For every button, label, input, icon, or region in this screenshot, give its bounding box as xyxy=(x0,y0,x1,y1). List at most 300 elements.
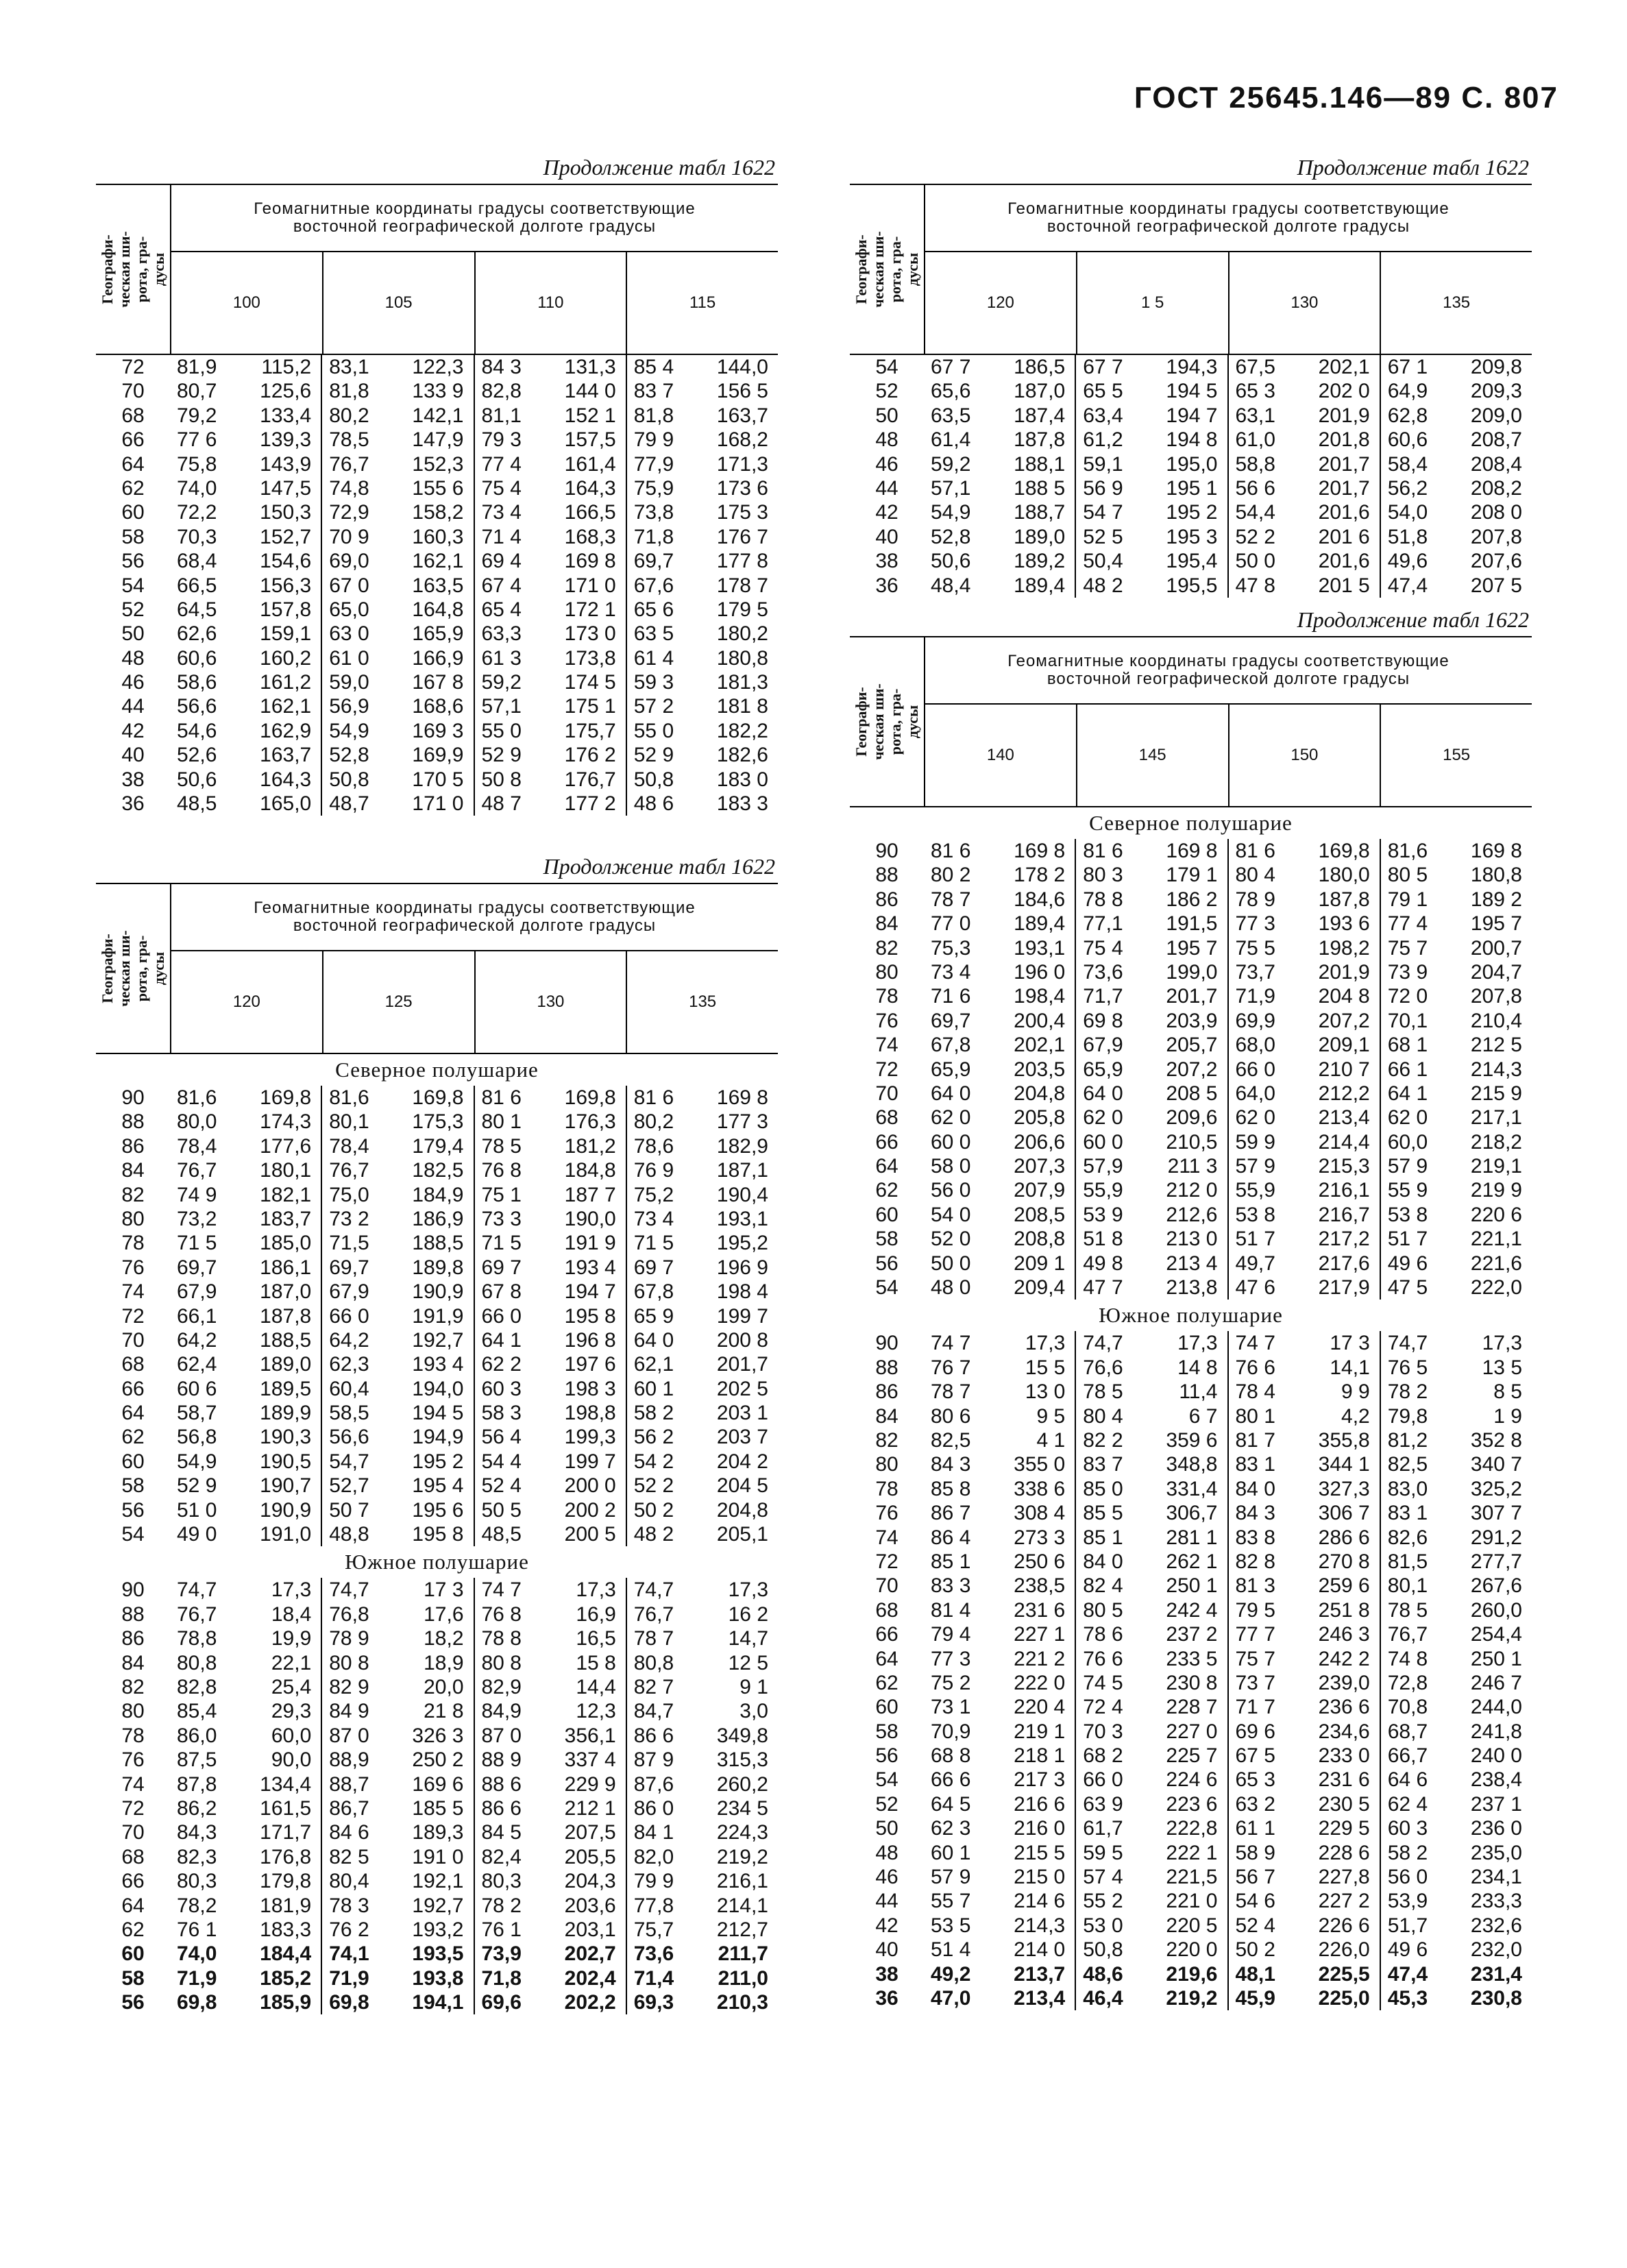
geomagnetic-latitude: 58,7 xyxy=(177,1402,217,1425)
geomagnetic-latitude: 68 2 xyxy=(1083,1744,1123,1768)
geomagnetic-longitude: 158,2 xyxy=(412,501,464,524)
latitude-cell: 56 xyxy=(121,1498,145,1522)
geomagnetic-latitude: 74,8 xyxy=(329,476,369,500)
geomagnetic-longitude: 306,7 xyxy=(1166,1502,1218,1525)
geomagnetic-longitude: 221,5 xyxy=(1166,1866,1218,1889)
table-row xyxy=(96,428,778,452)
geomagnetic-latitude: 52 5 xyxy=(1083,525,1123,548)
geomagnetic-longitude: 205,8 xyxy=(1014,1106,1066,1130)
geomagnetic-longitude: 60,0 xyxy=(271,1724,312,1747)
geomagnetic-latitude: 56,2 xyxy=(1387,476,1428,500)
geomagnetic-longitude: 142,1 xyxy=(412,404,464,427)
coordinate-cell xyxy=(1227,912,1380,936)
coordinate-cell xyxy=(474,1498,626,1522)
geomagnetic-latitude: 86,7 xyxy=(329,1796,369,1820)
coordinate-cell xyxy=(924,960,1075,984)
coordinate-cell xyxy=(626,1772,778,1796)
geomagnetic-latitude: 76,7 xyxy=(329,452,369,476)
geomagnetic-longitude: 169,8 xyxy=(260,1086,312,1109)
geomagnetic-longitude: 226,0 xyxy=(1318,1938,1370,1962)
geomagnetic-latitude: 60,6 xyxy=(1387,428,1428,452)
geomagnetic-longitude: 180,1 xyxy=(260,1159,312,1182)
hemisphere-title: Северное полушарие xyxy=(1089,811,1293,835)
table-header xyxy=(96,184,778,355)
latitude-cell: 40 xyxy=(121,744,145,767)
geomagnetic-longitude: 193,1 xyxy=(1014,936,1066,960)
coordinate-cell xyxy=(474,719,626,743)
geomagnetic-longitude: 16,9 xyxy=(576,1602,616,1626)
coordinate-cell xyxy=(1227,1082,1380,1106)
geomagnetic-latitude: 56 2 xyxy=(633,1426,674,1449)
geomagnetic-latitude: 50 2 xyxy=(633,1498,674,1522)
coordinate-cell xyxy=(1075,1744,1227,1768)
geomagnetic-longitude: 355 0 xyxy=(1014,1453,1066,1476)
coordinate-cell xyxy=(924,936,1075,960)
geomagnetic-longitude: 209,3 xyxy=(1470,380,1522,403)
geomagnetic-latitude: 54,6 xyxy=(177,719,217,742)
coordinate-cell xyxy=(474,1328,626,1352)
latitude-cell: 86 xyxy=(875,1380,898,1404)
geomagnetic-latitude: 62 2 xyxy=(481,1353,522,1376)
coordinate-cell xyxy=(170,1280,321,1304)
coordinate-cell xyxy=(1380,1227,1532,1251)
geomagnetic-longitude: 208,8 xyxy=(1014,1228,1066,1251)
geomagnetic-latitude: 71 4 xyxy=(481,525,522,548)
coordinate-cell xyxy=(1227,1526,1380,1550)
coordinate-cell xyxy=(321,379,473,403)
coordinate-cell xyxy=(1380,1380,1532,1404)
geomagnetic-latitude: 76,7 xyxy=(633,1602,674,1626)
geomagnetic-latitude: 71,4 xyxy=(633,1966,674,1990)
geomagnetic-longitude: 195 7 xyxy=(1166,936,1218,960)
coordinate-cell xyxy=(626,1110,778,1134)
geomagnetic-latitude: 52 9 xyxy=(481,744,522,767)
latitude-cell: 60 xyxy=(121,1942,145,1966)
geomagnetic-latitude: 70,3 xyxy=(177,525,217,548)
table-row xyxy=(850,1695,1532,1719)
coordinate-cell xyxy=(321,1990,473,2014)
geomagnetic-latitude: 52 9 xyxy=(177,1474,217,1498)
geomagnetic-longitude: 18,2 xyxy=(424,1627,464,1650)
geomagnetic-longitude: 213 4 xyxy=(1166,1252,1218,1275)
coordinate-cell xyxy=(924,1356,1075,1380)
coordinate-cell xyxy=(321,1425,473,1449)
latitude-cell: 54 xyxy=(875,1768,898,1792)
coordinate-cell xyxy=(924,1550,1075,1574)
latitude-cell: 54 xyxy=(121,574,145,597)
geomagnetic-latitude: 57 4 xyxy=(1083,1866,1123,1889)
coordinate-cell xyxy=(1075,1276,1227,1300)
coordinate-cell xyxy=(474,1578,626,1602)
coordinate-cell xyxy=(1227,960,1380,984)
geomagnetic-longitude: 152,7 xyxy=(260,525,312,548)
geomagnetic-latitude: 67 1 xyxy=(1387,356,1428,378)
coordinate-cell xyxy=(1075,1058,1227,1082)
geomagnetic-longitude: 233 5 xyxy=(1166,1647,1218,1670)
geomagnetic-latitude: 71,5 xyxy=(329,1232,369,1255)
geomagnetic-longitude: 195,2 xyxy=(716,1232,768,1255)
coordinate-cell xyxy=(1380,549,1532,573)
geomagnetic-longitude: 202,2 xyxy=(564,1991,616,2014)
table-row xyxy=(96,1231,778,1255)
geomagnetic-longitude: 209,1 xyxy=(1318,1034,1370,1057)
geomagnetic-longitude: 216,1 xyxy=(1318,1179,1370,1202)
geomagnetic-longitude: 180,8 xyxy=(1470,864,1522,887)
geomagnetic-longitude: 195 6 xyxy=(412,1498,464,1522)
coordinate-cell xyxy=(1380,1252,1532,1276)
geomagnetic-longitude: 242 2 xyxy=(1318,1647,1370,1670)
geomagnetic-latitude: 54,9 xyxy=(177,1450,217,1473)
geomagnetic-longitude: 209,8 xyxy=(1470,356,1522,378)
geomagnetic-longitude: 210,3 xyxy=(716,1991,768,2014)
geomagnetic-latitude: 80 2 xyxy=(931,864,971,887)
geomagnetic-latitude: 67,8 xyxy=(931,1034,971,1057)
geomagnetic-latitude: 70,8 xyxy=(1387,1696,1428,1719)
geomagnetic-longitude: 218,2 xyxy=(1470,1130,1522,1154)
geomagnetic-latitude: 74 5 xyxy=(1083,1671,1123,1694)
latitude-cell: 38 xyxy=(875,550,898,573)
geomagnetic-latitude: 48 2 xyxy=(1083,574,1123,597)
geomagnetic-latitude: 72 0 xyxy=(1387,985,1428,1008)
geomagnetic-latitude: 77 6 xyxy=(177,428,217,452)
geomagnetic-latitude: 64,2 xyxy=(329,1328,369,1352)
geomagnetic-longitude: 204,3 xyxy=(564,1870,616,1893)
coordinate-cell xyxy=(1227,452,1380,476)
coordinate-cell xyxy=(170,1869,321,1893)
geomagnetic-latitude: 60,0 xyxy=(1387,1130,1428,1154)
geomagnetic-longitude: 14 8 xyxy=(1177,1356,1218,1379)
geomagnetic-latitude: 57 9 xyxy=(1235,1155,1275,1178)
table-row xyxy=(850,404,1532,428)
geomagnetic-longitude: 240 0 xyxy=(1470,1744,1522,1768)
geomagnetic-longitude: 14,1 xyxy=(1330,1356,1370,1379)
latitude-cell: 70 xyxy=(121,1821,145,1844)
coordinate-cell xyxy=(1227,839,1380,863)
geomagnetic-latitude: 82 7 xyxy=(633,1675,674,1698)
longitude-header: 125 xyxy=(322,951,474,1053)
geomagnetic-latitude: 69 4 xyxy=(481,550,522,573)
table-body xyxy=(850,1331,1532,2010)
geomagnetic-longitude: 214,3 xyxy=(1014,1914,1066,1937)
geomagnetic-longitude: 183,7 xyxy=(260,1207,312,1230)
coordinate-cell xyxy=(924,1622,1075,1646)
geomagnetic-longitude: 326 3 xyxy=(412,1724,464,1747)
coordinate-cell xyxy=(474,743,626,767)
longitude-header: 105 xyxy=(322,252,474,354)
geomagnetic-latitude: 69 8 xyxy=(1083,1009,1123,1032)
latitude-header-cell xyxy=(850,185,925,354)
geomagnetic-longitude: 179 1 xyxy=(1166,864,1218,887)
table-caption: Геомагнитные координаты градусы соответствующие восточной географической долготе градусы xyxy=(171,884,778,951)
coordinate-cell xyxy=(474,1134,626,1158)
coordinate-cell xyxy=(1075,839,1227,863)
geomagnetic-longitude: 13 0 xyxy=(1025,1380,1066,1404)
geomagnetic-latitude: 64,0 xyxy=(1235,1082,1275,1105)
coordinate-cell xyxy=(1227,1227,1380,1251)
geomagnetic-longitude: 250 1 xyxy=(1166,1574,1218,1598)
table-block xyxy=(96,151,778,816)
table-row xyxy=(96,1086,778,1110)
geomagnetic-longitude: 147,5 xyxy=(260,476,312,500)
geomagnetic-latitude: 86,0 xyxy=(177,1724,217,1747)
geomagnetic-latitude: 58 0 xyxy=(931,1155,971,1178)
coordinate-cell xyxy=(170,622,321,646)
coordinate-cell xyxy=(170,1894,321,1918)
geomagnetic-longitude: 352 8 xyxy=(1470,1428,1522,1452)
table-row xyxy=(850,912,1532,936)
coordinate-cell xyxy=(1380,863,1532,887)
latitude-cell: 36 xyxy=(121,792,145,816)
geomagnetic-longitude: 201,7 xyxy=(1166,985,1218,1008)
geomagnetic-longitude: 182,6 xyxy=(716,744,768,767)
coordinate-cell xyxy=(170,1158,321,1182)
table-row xyxy=(96,1626,778,1650)
geomagnetic-latitude: 85 0 xyxy=(1083,1477,1123,1500)
coordinate-cell xyxy=(1227,1058,1380,1082)
geomagnetic-longitude: 179,8 xyxy=(260,1870,312,1893)
geomagnetic-latitude: 80 1 xyxy=(481,1110,522,1134)
latitude-cell: 80 xyxy=(121,1700,145,1723)
geomagnetic-latitude: 51 4 xyxy=(931,1938,971,1962)
geomagnetic-longitude: 219,2 xyxy=(1166,1986,1218,2010)
geomagnetic-longitude: 262 1 xyxy=(1166,1550,1218,1573)
table-row xyxy=(96,1450,778,1474)
geomagnetic-latitude: 66,7 xyxy=(1387,1744,1428,1768)
latitude-cell: 88 xyxy=(121,1602,145,1626)
coordinate-cell xyxy=(626,1966,778,1990)
coordinate-cell xyxy=(321,549,473,573)
coordinate-cell xyxy=(321,1474,473,1498)
geomagnetic-latitude: 53 0 xyxy=(1083,1914,1123,1937)
coordinate-cell xyxy=(474,1990,626,2014)
coordinate-cell xyxy=(1075,1404,1227,1428)
coordinate-cell xyxy=(170,792,321,816)
coordinate-cell xyxy=(626,1748,778,1772)
geomagnetic-longitude: 206,6 xyxy=(1014,1130,1066,1154)
table-row xyxy=(850,839,1532,863)
coordinate-cell xyxy=(170,1602,321,1626)
coordinate-cell xyxy=(1380,1622,1532,1646)
coordinate-cell xyxy=(1075,1865,1227,1889)
geomagnetic-longitude: 192,7 xyxy=(412,1894,464,1917)
coordinate-cell xyxy=(924,888,1075,912)
geomagnetic-latitude: 81,6 xyxy=(177,1086,217,1109)
geomagnetic-longitude: 331,4 xyxy=(1166,1477,1218,1500)
coordinate-cell xyxy=(321,452,473,476)
geomagnetic-latitude: 54 6 xyxy=(1235,1890,1275,1913)
geomagnetic-latitude: 72,2 xyxy=(177,501,217,524)
table-row xyxy=(96,1748,778,1772)
coordinate-cell xyxy=(1380,1526,1532,1550)
geomagnetic-latitude: 81 6 xyxy=(633,1086,674,1109)
geomagnetic-longitude: 227,8 xyxy=(1318,1866,1370,1889)
coordinate-cell xyxy=(170,1990,321,2014)
geomagnetic-longitude: 174 5 xyxy=(564,671,616,694)
coordinate-cell xyxy=(1380,428,1532,452)
geomagnetic-latitude: 61 0 xyxy=(329,646,369,670)
coordinate-cell xyxy=(1380,839,1532,863)
table-row xyxy=(850,1380,1532,1404)
coordinate-cell xyxy=(1075,1082,1227,1106)
geomagnetic-longitude: 254,4 xyxy=(1470,1623,1522,1646)
coordinate-cell xyxy=(321,1894,473,1918)
geomagnetic-longitude: 212 5 xyxy=(1470,1034,1522,1057)
coordinate-cell xyxy=(1075,1914,1227,1938)
longitude-header: 135 xyxy=(626,951,778,1053)
coordinate-cell xyxy=(170,1699,321,1723)
geomagnetic-longitude: 156 5 xyxy=(716,380,768,403)
geomagnetic-latitude: 45,9 xyxy=(1235,1986,1275,2010)
geomagnetic-latitude: 67 5 xyxy=(1235,1744,1275,1768)
coordinate-cell xyxy=(321,1352,473,1376)
coordinate-cell xyxy=(1227,1428,1380,1452)
coordinate-cell xyxy=(924,839,1075,863)
geomagnetic-longitude: 19,9 xyxy=(271,1627,312,1650)
coordinate-cell xyxy=(170,1626,321,1650)
table-row xyxy=(850,476,1532,500)
coordinate-cell xyxy=(1227,1889,1380,1913)
geomagnetic-longitude: 220 0 xyxy=(1166,1938,1218,1962)
table-row xyxy=(96,792,778,816)
coordinate-cell xyxy=(321,1748,473,1772)
continuation-label: Продолжение табл 1622 xyxy=(543,155,775,180)
geomagnetic-longitude: 157,8 xyxy=(260,598,312,621)
geomagnetic-longitude: 190,9 xyxy=(412,1280,464,1304)
coordinate-cell xyxy=(170,1110,321,1134)
table-row xyxy=(96,719,778,743)
latitude-cell: 64 xyxy=(121,452,145,476)
geomagnetic-latitude: 60 1 xyxy=(633,1377,674,1400)
geomagnetic-longitude: 171 0 xyxy=(412,792,464,816)
coordinate-cell xyxy=(626,1724,778,1748)
geomagnetic-latitude: 64,2 xyxy=(177,1328,217,1352)
geomagnetic-longitude: 209,6 xyxy=(1166,1106,1218,1130)
geomagnetic-longitude: 219 9 xyxy=(1470,1179,1522,1202)
geomagnetic-longitude: 281 1 xyxy=(1166,1526,1218,1549)
geomagnetic-latitude: 87 9 xyxy=(633,1748,674,1772)
geomagnetic-longitude: 187,8 xyxy=(260,1304,312,1328)
table-row xyxy=(850,1647,1532,1671)
geomagnetic-longitude: 216,7 xyxy=(1318,1203,1370,1226)
geomagnetic-longitude: 195 2 xyxy=(1166,501,1218,524)
geomagnetic-latitude: 59,2 xyxy=(481,671,522,694)
table-row xyxy=(850,1033,1532,1057)
geomagnetic-latitude: 73 3 xyxy=(481,1207,522,1230)
table-row xyxy=(96,1425,778,1449)
coordinate-cell xyxy=(1075,1962,1227,1986)
coordinate-cell xyxy=(321,1820,473,1844)
geomagnetic-longitude: 155 6 xyxy=(412,476,464,500)
geomagnetic-longitude: 237 1 xyxy=(1470,1792,1522,1816)
coordinate-cell xyxy=(626,1796,778,1820)
coordinate-cell xyxy=(474,355,626,379)
latitude-cell: 48 xyxy=(121,646,145,670)
geomagnetic-longitude: 216 6 xyxy=(1014,1792,1066,1816)
geomagnetic-latitude: 65 6 xyxy=(633,598,674,621)
geomagnetic-longitude: 192,7 xyxy=(412,1328,464,1352)
geomagnetic-latitude: 78,6 xyxy=(633,1134,674,1158)
geomagnetic-longitude: 177,6 xyxy=(260,1134,312,1158)
latitude-cell: 72 xyxy=(875,1550,898,1573)
coordinate-cell xyxy=(1380,574,1532,598)
coordinate-cell xyxy=(170,1651,321,1675)
coordinate-cell xyxy=(1227,1792,1380,1816)
coordinate-cell xyxy=(924,1574,1075,1598)
latitude-cell: 74 xyxy=(875,1526,898,1549)
geomagnetic-latitude: 51 7 xyxy=(1387,1228,1428,1251)
coordinate-cell xyxy=(626,1256,778,1280)
coordinate-cell xyxy=(321,1110,473,1134)
latitude-cell: 44 xyxy=(121,695,145,718)
coordinate-cell xyxy=(924,1841,1075,1865)
latitude-cell: 74 xyxy=(875,1034,898,1057)
coordinate-cell xyxy=(321,1450,473,1474)
geomagnetic-latitude: 49 0 xyxy=(177,1523,217,1546)
geomagnetic-longitude: 169,8 xyxy=(564,1086,616,1109)
coordinate-cell xyxy=(626,428,778,452)
geomagnetic-latitude: 73,6 xyxy=(633,1942,674,1966)
geomagnetic-longitude: 190,9 xyxy=(260,1498,312,1522)
geomagnetic-latitude: 70,9 xyxy=(931,1720,971,1743)
coordinate-cell xyxy=(1380,960,1532,984)
geomagnetic-latitude: 47,4 xyxy=(1387,1962,1428,1986)
table-row xyxy=(850,1154,1532,1178)
geomagnetic-latitude: 83 8 xyxy=(1235,1526,1275,1549)
coordinate-cell xyxy=(170,670,321,694)
coordinate-cell xyxy=(1380,1962,1532,1986)
geomagnetic-latitude: 62,1 xyxy=(633,1353,674,1376)
geomagnetic-latitude: 61,4 xyxy=(931,428,971,452)
geomagnetic-latitude: 80,3 xyxy=(177,1870,217,1893)
geomagnetic-latitude: 76,6 xyxy=(1083,1356,1123,1379)
table-row xyxy=(96,1256,778,1280)
coordinate-cell xyxy=(321,1086,473,1110)
geomagnetic-latitude: 79 9 xyxy=(633,428,674,452)
geomagnetic-longitude: 184,8 xyxy=(564,1159,616,1182)
latitude-cell: 52 xyxy=(875,1792,898,1816)
geomagnetic-longitude: 11,4 xyxy=(1179,1380,1218,1404)
geomagnetic-longitude: 189 2 xyxy=(1470,888,1522,911)
coordinate-cell xyxy=(1380,1720,1532,1744)
geomagnetic-latitude: 54 2 xyxy=(633,1450,674,1473)
geomagnetic-latitude: 71 5 xyxy=(633,1232,674,1255)
latitude-cell: 68 xyxy=(875,1106,898,1130)
coordinate-cell xyxy=(474,476,626,500)
table-row xyxy=(96,1280,778,1304)
latitude-cell: 50 xyxy=(875,404,898,427)
geomagnetic-latitude: 48 2 xyxy=(633,1523,674,1546)
geomagnetic-longitude: 170 5 xyxy=(412,768,464,791)
geomagnetic-longitude: 224 6 xyxy=(1166,1768,1218,1792)
coordinate-cell xyxy=(924,984,1075,1008)
longitude-row xyxy=(925,705,1532,806)
geomagnetic-longitude: 17 3 xyxy=(424,1578,464,1602)
table-row xyxy=(850,863,1532,887)
geomagnetic-longitude: 237 2 xyxy=(1166,1623,1218,1646)
geomagnetic-latitude: 71 7 xyxy=(1235,1696,1275,1719)
geomagnetic-longitude: 182,2 xyxy=(716,719,768,742)
geomagnetic-latitude: 71,9 xyxy=(1235,985,1275,1008)
coordinate-cell xyxy=(1075,404,1227,428)
geomagnetic-longitude: 195,4 xyxy=(1166,550,1218,573)
coordinate-cell xyxy=(321,768,473,792)
geomagnetic-latitude: 53,9 xyxy=(1387,1890,1428,1913)
geomagnetic-longitude: 233 0 xyxy=(1318,1744,1370,1768)
geomagnetic-longitude: 221,6 xyxy=(1470,1252,1522,1275)
latitude-cell: 46 xyxy=(875,1866,898,1889)
geomagnetic-longitude: 260,0 xyxy=(1470,1598,1522,1622)
geomagnetic-longitude: 198,2 xyxy=(1318,936,1370,960)
